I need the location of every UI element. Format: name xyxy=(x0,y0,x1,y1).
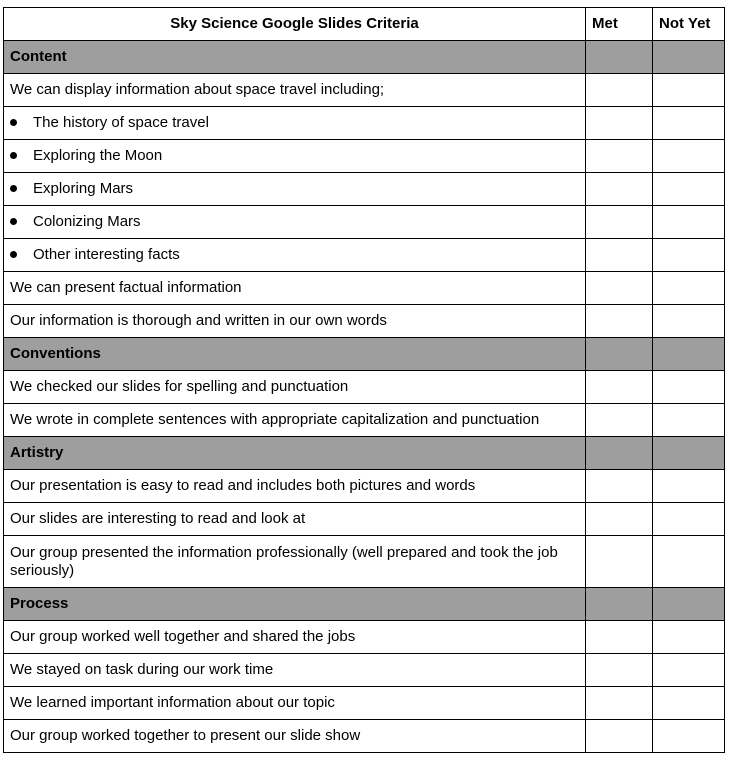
header-row xyxy=(4,8,725,41)
met-cell[interactable] xyxy=(586,206,653,239)
not-yet-cell[interactable] xyxy=(653,621,725,654)
met-cell[interactable] xyxy=(586,107,653,140)
criterion-row xyxy=(4,720,725,753)
met-cell[interactable] xyxy=(586,140,653,173)
section-row xyxy=(4,588,725,621)
criterion-row xyxy=(4,305,725,338)
criterion-cell: We wrote in complete sentences with appropriate capitalization and punctuation xyxy=(4,404,586,437)
criterion-cell: Our group worked together to present our slide show xyxy=(4,720,586,753)
section-met-cell xyxy=(586,338,653,371)
criterion-row xyxy=(4,621,725,654)
criterion-row xyxy=(4,74,725,107)
criterion-row xyxy=(4,687,725,720)
met-cell[interactable] xyxy=(586,173,653,206)
section-row xyxy=(4,437,725,470)
criterion-cell: Our group presented the information professionally (well prepared and took the job seriously) xyxy=(4,536,586,588)
met-cell[interactable] xyxy=(586,536,653,588)
not-yet-cell[interactable] xyxy=(653,470,725,503)
not-yet-cell[interactable] xyxy=(653,503,725,536)
criterion-cell: Our presentation is easy to read and includes both pictures and words xyxy=(4,470,586,503)
criterion-cell: We can display information about space travel including; xyxy=(4,74,586,107)
met-cell[interactable] xyxy=(586,621,653,654)
not-yet-cell[interactable] xyxy=(653,536,725,588)
bullet-icon xyxy=(10,218,17,225)
section-met-cell xyxy=(586,41,653,74)
not-yet-header: Not Yet xyxy=(653,8,725,41)
section-title: Artistry xyxy=(4,437,586,470)
bullet-criterion-cell xyxy=(4,173,586,206)
criterion-cell: We can present factual information xyxy=(4,272,586,305)
met-cell[interactable] xyxy=(586,503,653,536)
section-not-yet-cell xyxy=(653,437,725,470)
bullet-criterion-row xyxy=(4,140,725,173)
met-cell[interactable] xyxy=(586,371,653,404)
section-not-yet-cell xyxy=(653,338,725,371)
criterion-label: Colonizing Mars xyxy=(33,213,141,230)
not-yet-cell[interactable] xyxy=(653,687,725,720)
not-yet-cell[interactable] xyxy=(653,305,725,338)
bullet-icon xyxy=(10,251,17,258)
criterion-label: Exploring Mars xyxy=(33,180,134,197)
met-cell[interactable] xyxy=(586,272,653,305)
bullet-criterion-cell xyxy=(4,239,586,272)
bullet-icon xyxy=(10,185,17,192)
criterion-row xyxy=(4,371,725,404)
criterion-cell: Our slides are interesting to read and look at xyxy=(4,503,586,536)
criterion-row xyxy=(4,404,725,437)
criterion-row xyxy=(4,470,725,503)
criterion-cell: Our group worked well together and shared the jobs xyxy=(4,621,586,654)
not-yet-cell[interactable] xyxy=(653,239,725,272)
criterion-cell: Our information is thorough and written in our own words xyxy=(4,305,586,338)
bullet-criterion-row xyxy=(4,206,725,239)
bullet-criterion-cell xyxy=(4,206,586,239)
not-yet-cell[interactable] xyxy=(653,173,725,206)
not-yet-cell[interactable] xyxy=(653,140,725,173)
met-cell[interactable] xyxy=(586,305,653,338)
section-title: Conventions xyxy=(4,338,586,371)
bullet-icon xyxy=(10,152,17,159)
bullet-criterion-cell xyxy=(4,107,586,140)
bullet-criterion-cell xyxy=(4,140,586,173)
criterion-row xyxy=(4,654,725,687)
bullet-criterion-row xyxy=(4,173,725,206)
section-not-yet-cell xyxy=(653,41,725,74)
met-cell[interactable] xyxy=(586,720,653,753)
criteria-body xyxy=(4,41,725,753)
bullet-criterion-row xyxy=(4,239,725,272)
section-met-cell xyxy=(586,437,653,470)
met-header: Met xyxy=(586,8,653,41)
criterion-cell: We checked our slides for spelling and punctuation xyxy=(4,371,586,404)
not-yet-cell[interactable] xyxy=(653,654,725,687)
not-yet-cell[interactable] xyxy=(653,107,725,140)
section-row xyxy=(4,41,725,74)
criteria-table xyxy=(3,7,725,753)
not-yet-cell[interactable] xyxy=(653,404,725,437)
met-cell[interactable] xyxy=(586,239,653,272)
section-row xyxy=(4,338,725,371)
met-cell[interactable] xyxy=(586,687,653,720)
met-cell[interactable] xyxy=(586,654,653,687)
criterion-label: Other interesting facts xyxy=(33,246,180,263)
criterion-row xyxy=(4,503,725,536)
met-cell[interactable] xyxy=(586,74,653,107)
section-met-cell xyxy=(586,588,653,621)
section-not-yet-cell xyxy=(653,588,725,621)
not-yet-cell[interactable] xyxy=(653,206,725,239)
not-yet-cell[interactable] xyxy=(653,720,725,753)
criterion-label: The history of space travel xyxy=(33,114,209,131)
criteria-header: Sky Science Google Slides Criteria xyxy=(4,8,586,41)
met-cell[interactable] xyxy=(586,404,653,437)
bullet-icon xyxy=(10,119,17,126)
not-yet-cell[interactable] xyxy=(653,371,725,404)
criterion-cell: We learned important information about our topic xyxy=(4,687,586,720)
criterion-cell: We stayed on task during our work time xyxy=(4,654,586,687)
criterion-row xyxy=(4,272,725,305)
not-yet-cell[interactable] xyxy=(653,272,725,305)
section-title: Process xyxy=(4,588,586,621)
section-title: Content xyxy=(4,41,586,74)
not-yet-cell[interactable] xyxy=(653,74,725,107)
criterion-label: Exploring the Moon xyxy=(33,147,163,164)
bullet-criterion-row xyxy=(4,107,725,140)
criterion-row xyxy=(4,536,725,588)
met-cell[interactable] xyxy=(586,470,653,503)
